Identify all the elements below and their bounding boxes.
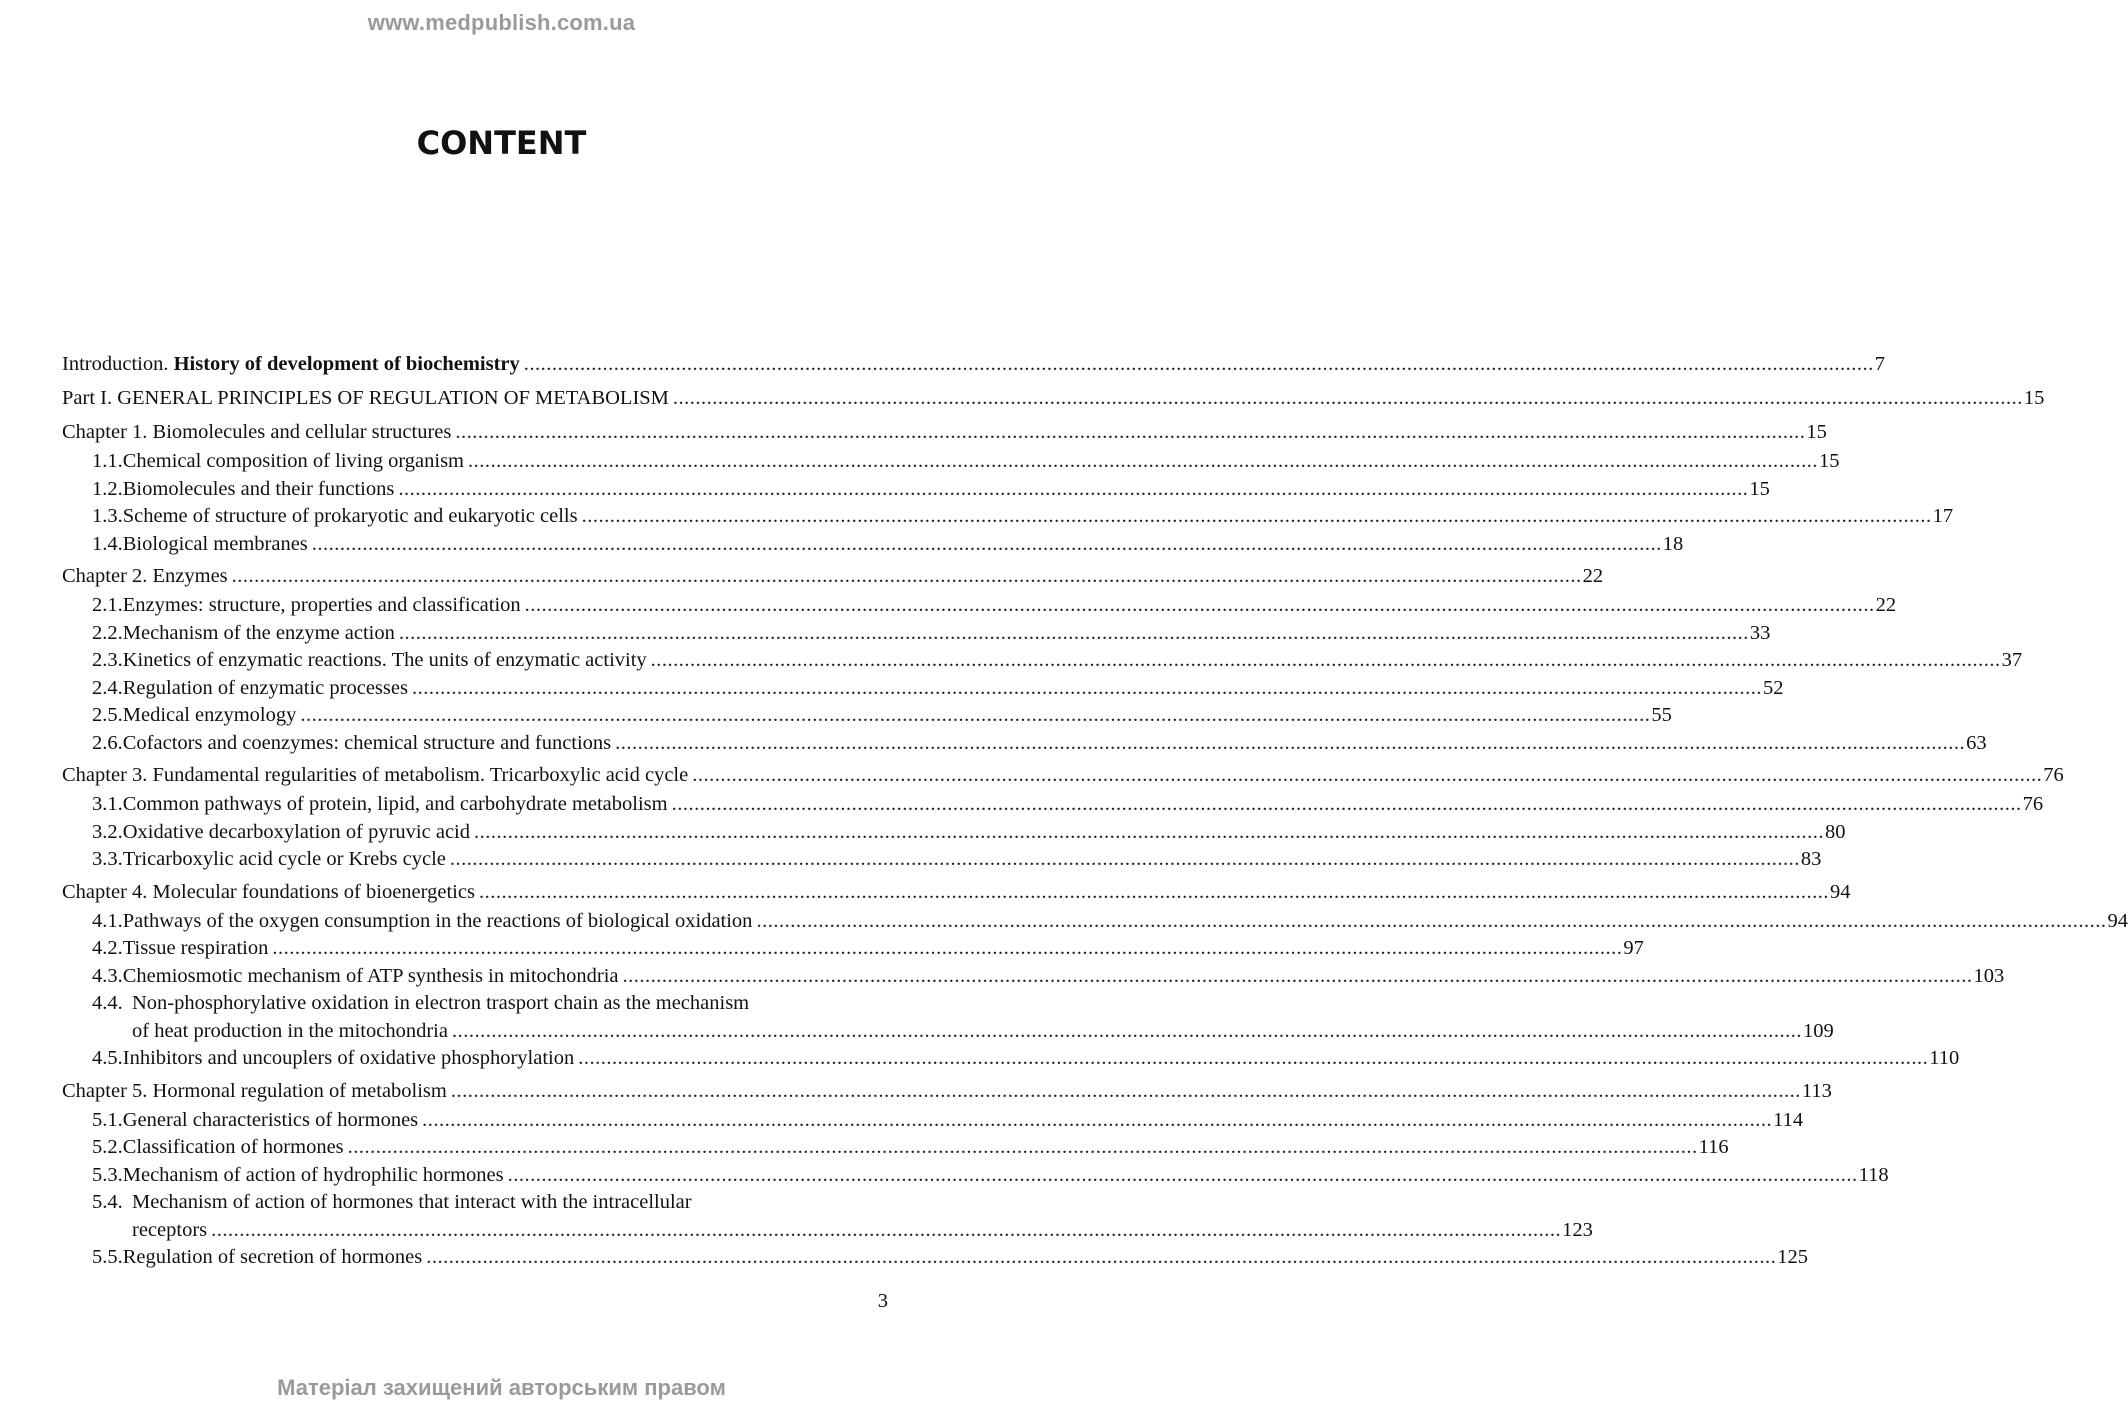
toc-page-number: 52	[1762, 676, 1784, 699]
toc-page-number: 17	[1932, 505, 1954, 527]
toc-page-number: 80	[1825, 820, 1846, 843]
toc-entry-5-2[interactable]	[62, 1134, 1729, 1162]
toc-entry-title: Biomolecules and their functions	[122, 477, 395, 500]
toc-entry-title: Biological membranes	[122, 532, 308, 555]
toc-entry-3-3[interactable]	[62, 846, 1822, 874]
dot-leader	[756, 908, 2106, 936]
section-number: 1.2.	[92, 477, 123, 500]
dot-leader	[426, 1244, 1776, 1272]
dot-leader	[508, 1162, 1858, 1190]
section-number: 5.3.	[92, 1163, 123, 1186]
toc-entry-introduction[interactable]	[62, 346, 1886, 380]
section-number: 2.6.	[92, 731, 123, 754]
toc-page-number: 33	[1749, 621, 1771, 644]
toc-entry-title: Enzymes: structure, properties and classification	[122, 594, 521, 616]
watermark-url: www.medpublish.com.ua	[367, 10, 636, 35]
toc-page-number: 123	[1562, 1218, 1593, 1241]
toc-entry-1-2[interactable]	[62, 476, 1770, 504]
toc-entry-5-4-continued[interactable]	[62, 1217, 1593, 1245]
toc-page-number: 76	[2022, 793, 2044, 815]
section-number: 4.3.	[92, 964, 123, 987]
toc-page-number: 94	[2107, 909, 2128, 932]
section-number: 4.5.	[92, 1047, 123, 1069]
table-of-contents	[62, 346, 2128, 1272]
toc-page-number: 113	[1801, 1079, 1832, 1102]
toc-entry-title: Tricarboxylic acid cycle or Krebs cycle	[122, 848, 446, 870]
toc-page-number: 103	[1973, 964, 2005, 987]
dot-leader	[578, 1045, 1928, 1073]
dot-leader	[468, 448, 1818, 476]
dot-leader	[672, 791, 2022, 819]
toc-entry-2-2[interactable]	[62, 620, 1771, 648]
toc-page-number: 22	[1875, 594, 1897, 616]
toc-entry-title: Chapter 1. Biomolecules and cellular structures	[62, 421, 452, 443]
toc-entry-title: Introduction. History of development of biochemistry	[62, 353, 520, 375]
toc-entry-chapter-5[interactable]	[62, 1073, 1832, 1107]
dot-leader	[474, 819, 1824, 847]
toc-page-number: 76	[2043, 764, 2064, 786]
toc-entry-5-5[interactable]	[62, 1244, 1808, 1272]
toc-entry-title: Scheme of structure of prokaryotic and eukaryotic cells	[122, 505, 578, 527]
toc-entry-3-2[interactable]	[62, 819, 1846, 847]
toc-page-number: 125	[1777, 1246, 1808, 1268]
toc-entry-title: Oxidative decarboxylation of pyruvic acid	[122, 820, 470, 843]
toc-entry-title: Classification of hormones	[122, 1136, 344, 1158]
toc-page-number: 15	[1749, 477, 1770, 500]
toc-entry-title-line-2: of heat production in the mitochondria	[132, 1019, 448, 1042]
toc-entry-title: Kinetics of enzymatic reactions. The units of enzymatic activity	[122, 649, 647, 671]
toc-entry-title: General characteristics of hormones	[122, 1108, 419, 1131]
dot-leader	[348, 1134, 1698, 1162]
toc-entry-title: Cofactors and coenzymes: chemical structure and functions	[122, 731, 612, 754]
toc-page-number: 83	[1800, 848, 1822, 870]
toc-entry-title: Part I. GENERAL PRINCIPLES OF REGULATION OF METABOLISM	[62, 387, 669, 409]
toc-page-number: 22	[1582, 565, 1604, 587]
toc-entry-part-1[interactable]	[62, 380, 2045, 414]
toc-entry-title: Mechanism of action of hydrophilic hormones	[122, 1163, 504, 1186]
toc-entry-5-4[interactable]	[62, 1189, 888, 1217]
toc-page-number: 15	[2023, 387, 2045, 409]
toc-entry-title-line-2: receptors	[132, 1218, 208, 1241]
toc-entry-2-3[interactable]	[62, 647, 2023, 675]
toc-page-number: 63	[1966, 731, 1987, 754]
page-title: CONTENT	[416, 124, 587, 162]
toc-entry-5-3[interactable]	[62, 1162, 1889, 1190]
toc-entry-title: Chemiosmotic mechanism of ATP synthesis in mitochondria	[122, 964, 619, 987]
toc-page-number: 116	[1698, 1136, 1729, 1158]
toc-page-number: 37	[2001, 649, 2023, 671]
section-number: 1.4.	[92, 532, 123, 555]
toc-page-number: 18	[1662, 532, 1684, 555]
section-number: 4.2.	[92, 937, 123, 959]
toc-page-number: 15	[1819, 450, 1840, 472]
toc-entry-2-6[interactable]	[62, 730, 1987, 758]
dot-leader	[232, 561, 1582, 592]
dot-leader	[524, 349, 1874, 380]
section-number: 2.3.	[92, 649, 123, 671]
section-number: 5.4.	[92, 1191, 123, 1213]
dot-leader	[651, 647, 2001, 675]
toc-entry-4-2[interactable]	[62, 935, 1644, 963]
section-number: 3.1.	[92, 793, 123, 815]
toc-entry-2-5[interactable]	[62, 702, 1672, 730]
toc-entry-4-3[interactable]	[62, 963, 2005, 991]
dot-leader	[455, 417, 1805, 448]
section-number: 4.4.	[92, 992, 123, 1014]
toc-entry-title: Common pathways of protein, lipid, and carbohydrate metabolism	[122, 793, 668, 815]
toc-entry-title: Tissue respiration	[122, 937, 269, 959]
section-number: 2.4.	[92, 676, 123, 699]
toc-page-number: 114	[1773, 1108, 1804, 1131]
dot-leader	[412, 675, 1762, 703]
section-number: 3.2.	[92, 820, 123, 843]
dot-leader	[450, 846, 1800, 874]
toc-page-number: 110	[1929, 1047, 1960, 1069]
page-number: 3	[877, 1290, 888, 1312]
dot-leader	[422, 1107, 1772, 1135]
toc-entry-chapter-3[interactable]	[62, 757, 2064, 791]
toc-entry-chapter-4[interactable]	[62, 874, 1851, 908]
toc-entry-title: Chapter 4. Molecular foundations of bioenergetics	[62, 880, 475, 903]
toc-entry-title: Chapter 2. Enzymes	[62, 565, 228, 587]
dot-leader	[300, 702, 1650, 730]
toc-entry-4-4-continued[interactable]	[62, 1018, 1834, 1046]
toc-entry-1-1[interactable]	[62, 448, 1840, 476]
dot-leader	[211, 1217, 1561, 1245]
toc-page-number: 7	[1874, 353, 1886, 375]
toc-entry-chapter-2[interactable]	[62, 558, 1604, 592]
toc-entry-1-4[interactable]	[62, 531, 1684, 559]
dot-leader	[582, 503, 1932, 531]
dot-leader	[479, 877, 1829, 908]
toc-entry-chapter-1[interactable]	[62, 414, 1827, 448]
toc-entry-title: Regulation of enzymatic processes	[122, 676, 408, 699]
toc-entry-4-5[interactable]	[62, 1045, 1960, 1073]
toc-entry-2-4[interactable]	[62, 675, 1784, 703]
toc-entry-title-line-1: Non-phosphorylative oxidation in electron trasport chain as the mechanism	[132, 992, 750, 1014]
toc-entry-title-line-1: Mechanism of action of hormones that interact with the intracellular	[132, 1191, 692, 1213]
dot-leader	[451, 1076, 1801, 1107]
toc-page-number: 109	[1802, 1019, 1834, 1042]
section-number: 5.2.	[92, 1136, 123, 1158]
toc-entry-title: Inhibitors and uncouplers of oxidative phosphorylation	[122, 1047, 575, 1069]
section-number: 1.1.	[92, 450, 123, 472]
dot-leader	[452, 1018, 1802, 1046]
toc-entry-title: Chapter 5. Hormonal regulation of metabolism	[62, 1079, 447, 1102]
section-number: 2.2.	[92, 621, 123, 644]
dot-leader	[398, 476, 1748, 504]
toc-entry-4-1[interactable]	[62, 908, 2128, 936]
toc-entry-4-4[interactable]	[62, 990, 888, 1018]
section-number: 2.1.	[92, 594, 123, 616]
toc-page-number: 118	[1858, 1163, 1889, 1186]
dot-leader	[623, 963, 1973, 991]
toc-entry-3-1[interactable]	[62, 791, 2044, 819]
toc-entry-title: Regulation of secretion of hormones	[122, 1246, 423, 1268]
dot-leader	[615, 730, 1965, 758]
section-number: 5.1.	[92, 1108, 123, 1131]
toc-entry-title: Medical enzymology	[122, 704, 297, 726]
dot-leader	[525, 592, 1875, 620]
toc-entry-5-1[interactable]	[62, 1107, 1804, 1135]
dot-leader	[399, 620, 1749, 648]
toc-entry-title: Mechanism of the enzyme action	[122, 621, 395, 644]
toc-entry-title: Chapter 3. Fundamental regularities of metabolism. Tricarboxylic acid cycle	[62, 764, 689, 786]
toc-page-number: 97	[1623, 937, 1644, 959]
section-number: 2.5.	[92, 704, 123, 726]
copyright-watermark: Матеріал захищений авторським правом	[277, 1375, 726, 1400]
section-number: 4.1.	[92, 909, 123, 932]
section-number: 3.3.	[92, 848, 123, 870]
toc-entry-title: Chemical composition of living organism	[122, 450, 465, 472]
toc-entry-2-1[interactable]	[62, 592, 1897, 620]
dot-leader	[312, 531, 1662, 559]
toc-page-number: 94	[1829, 880, 1851, 903]
toc-entry-title: Pathways of the oxygen consumption in the reactions of biological oxidation	[122, 909, 753, 932]
toc-page-number: 55	[1651, 704, 1672, 726]
section-number: 1.3.	[92, 505, 123, 527]
toc-page-number: 15	[1806, 421, 1827, 443]
dot-leader	[673, 383, 2023, 414]
dot-leader	[272, 935, 1622, 963]
dot-leader	[692, 760, 2042, 791]
section-number: 5.5.	[92, 1246, 123, 1268]
toc-entry-1-3[interactable]	[62, 503, 1954, 531]
